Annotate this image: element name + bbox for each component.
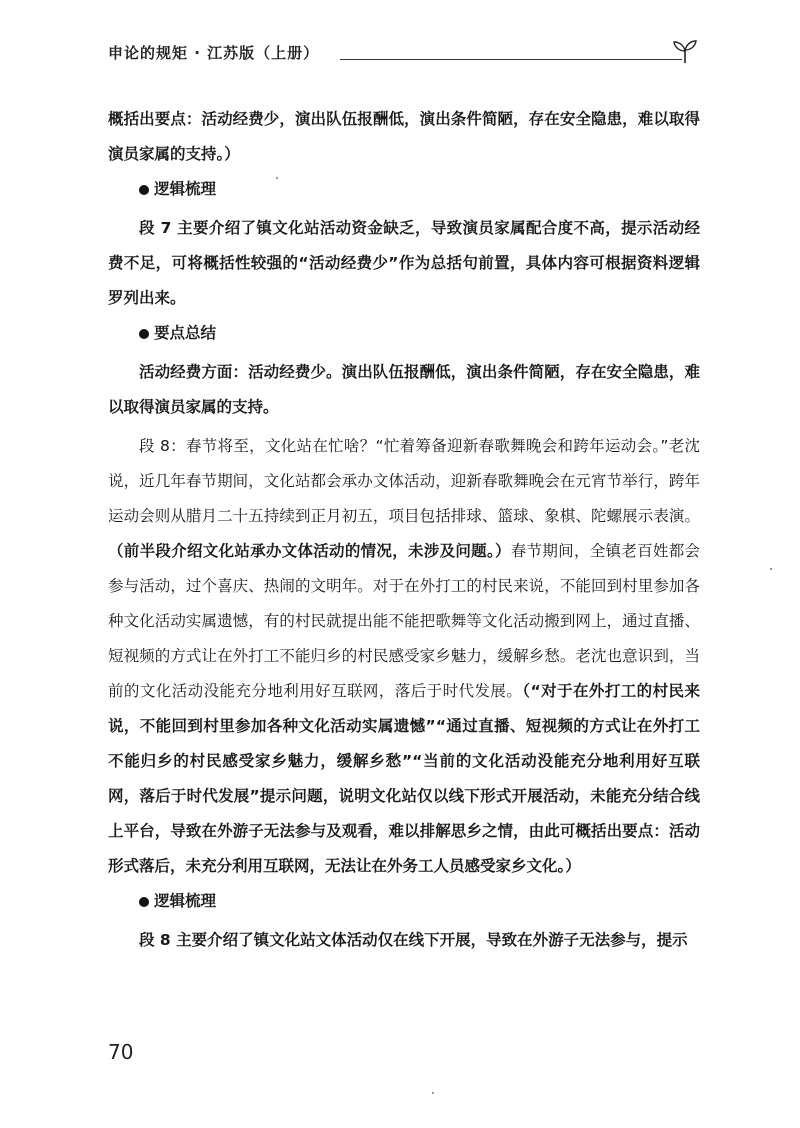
material-text-a: 段 8：春节将至，文化站在忙啥？“忙着筹备迎新春歌舞晚会和跨年运动会。”老沈说，近几年春节期间，文化站都会承办文体活动，迎新春歌舞晚会在元宵节举行，跨年运动会则从腊月二十五持续到正月初五，项目包括排球、篮球、象棋、陀螺展示表演。 — [108, 437, 700, 525]
bullet-icon — [139, 897, 149, 907]
heading-label: 逻辑梳理 — [154, 180, 217, 198]
heading-logic-2 — [108, 884, 700, 919]
bullet-icon — [139, 329, 149, 339]
scan-speck — [276, 177, 278, 179]
heading-summary — [108, 316, 700, 351]
material-note-b: （前半段介绍文化站承办文体活动的情况，未涉及问题。） — [108, 542, 511, 560]
paragraph-analysis-8: 段 8 主要介绍了镇文化站文体活动仅在线下开展，导致在外游子无法参与，提示 — [139, 931, 688, 949]
heading-logic-1 — [108, 172, 700, 207]
page-body — [108, 102, 700, 958]
sprout-icon — [672, 38, 698, 64]
book-title: 申论的规矩 · 江苏版（上册） — [108, 44, 320, 62]
material-text-c: 春节期间，全镇老百姓都会参与活动，过个喜庆、热闹的文明年。对于在外打工的村民来说，不能回到村里参加各种文化活动实属遗憾，有的村民就提出能不能把歌舞等文化活动搬到网上，通过直播、短视频的方式让在外打工不能归乡的村民感受家乡魅力，缓解乡愁。老沈也意识到，当前的文化活动没能充分地利用好互联网，落后于时代发展。 — [108, 542, 700, 700]
header-rule — [340, 59, 682, 60]
paragraph-summary: 活动经费方面：活动经费少。演出队伍报酬低，演出条件简陋，存在安全隐患，难以取得演员家属的支持。 — [108, 363, 700, 416]
scan-speck — [770, 568, 772, 570]
paragraph-material-8 — [108, 429, 700, 884]
paragraph-analysis-7: 段 7 主要介绍了镇文化站活动资金缺乏，导致演员家属配合度不高，提示活动经费不足，可将概括性较强的“活动经费少”作为总括句前置，具体内容可根据资料逻辑罗列出来。 — [108, 219, 700, 307]
paragraph-continuation: 概括出要点：活动经费少，演出队伍报酬低，演出条件简陋，存在安全隐患，难以取得演员家属的支持。） — [108, 110, 700, 163]
scan-speck — [432, 1092, 434, 1094]
page-number: 70 — [108, 1040, 134, 1064]
heading-label: 要点总结 — [154, 324, 217, 342]
bullet-icon — [139, 185, 149, 195]
running-header — [108, 38, 698, 68]
heading-label: 逻辑梳理 — [154, 892, 217, 910]
material-note-d: （“对于在外打工的村民来说，不能回到村里参加各种文化活动实属遗憾”“通过直播、短视频的方式让在外打工不能归乡的村民感受家乡魅力，缓解乡愁”“当前的文化活动没能充分地利用好互联网，落后于时代发展”提示问题，说明文化站仅以线下形式开展活动，未能充分结合线上平台，导致在外游子无法参与及观看，难以排解思乡之情，由此可概括出要点：活动形式落后，未充分利用互联网，无法让在外务工人员感受家乡文化。） — [108, 682, 700, 875]
